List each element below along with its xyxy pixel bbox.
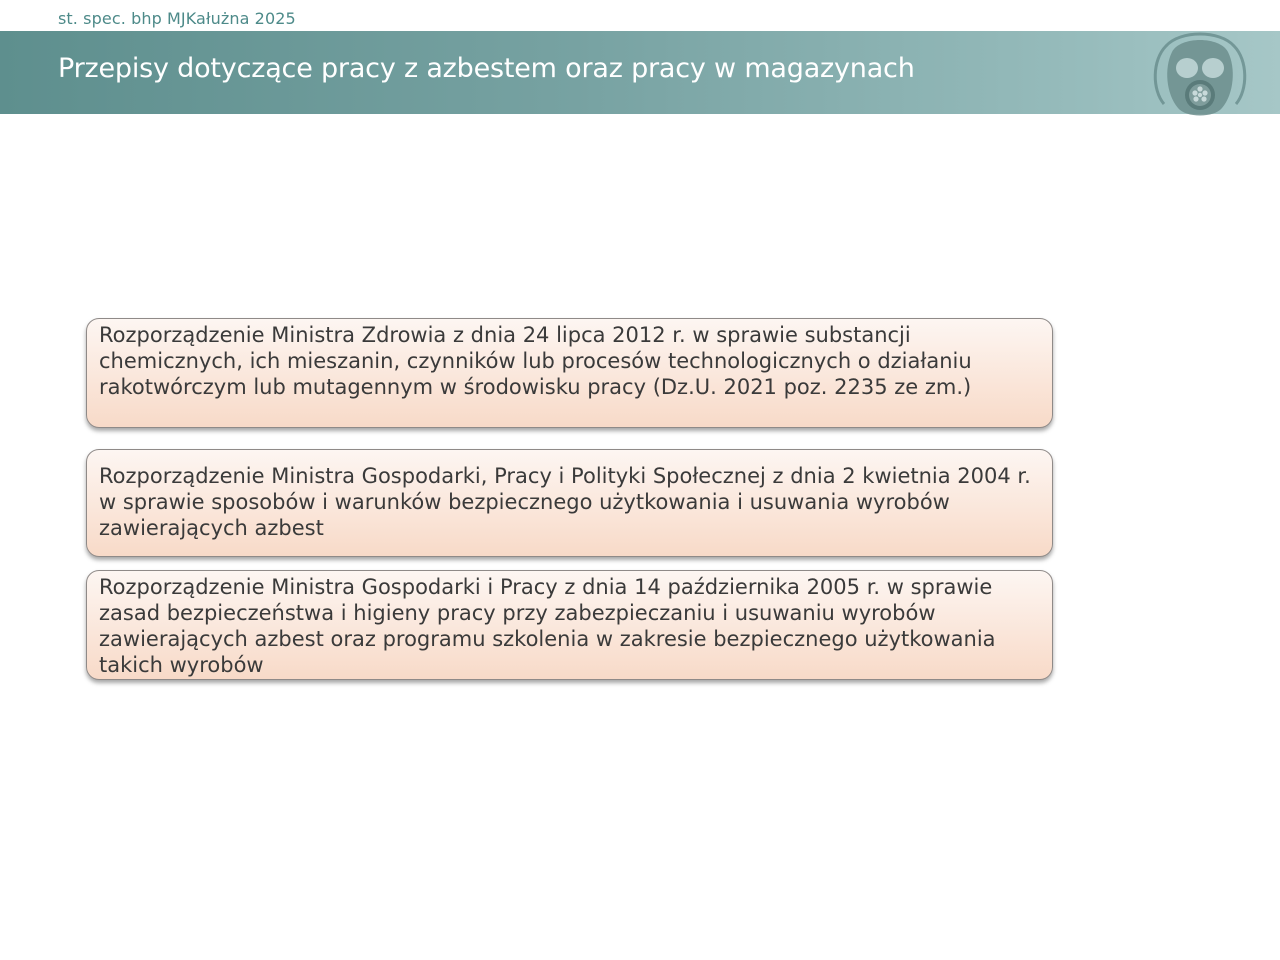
header-band [0,31,1280,114]
regulation-box: Rozporządzenie Ministra Zdrowia z dnia 24 lipca 2012 r. w sprawie substancji chemicznych, ich mieszanin, czynników lub procesów technologicznych o działaniu rakotwórczym lub mutagennym w środowisku pracy (Dz.U. 2021 poz. 2235 ze zm.) [86,318,1053,428]
regulation-box: Rozporządzenie Ministra Gospodarki, Pracy i Polityki Społecznej z dnia 2 kwietnia 2004 r. w sprawie sposobów i warunków bezpiecznego użytkowania i usuwania wyrobów zawierających azbest [86,449,1053,557]
regulation-box: Rozporządzenie Ministra Gospodarki i Pracy z dnia 14 października 2005 r. w sprawie zasad bezpieczeństwa i higieny pracy przy zabezpieczaniu i usuwaniu wyrobów zawierających azbest oraz programu szkolenia w zakresie bezpiecznego użytkowania takich wyrobów [86,570,1053,680]
slide-title: Przepisy dotyczące pracy z azbestem oraz pracy w magazynach [58,53,915,84]
gas-mask-icon [1150,32,1250,122]
author-line: st. spec. bhp MJKałużna 2025 [58,9,296,28]
